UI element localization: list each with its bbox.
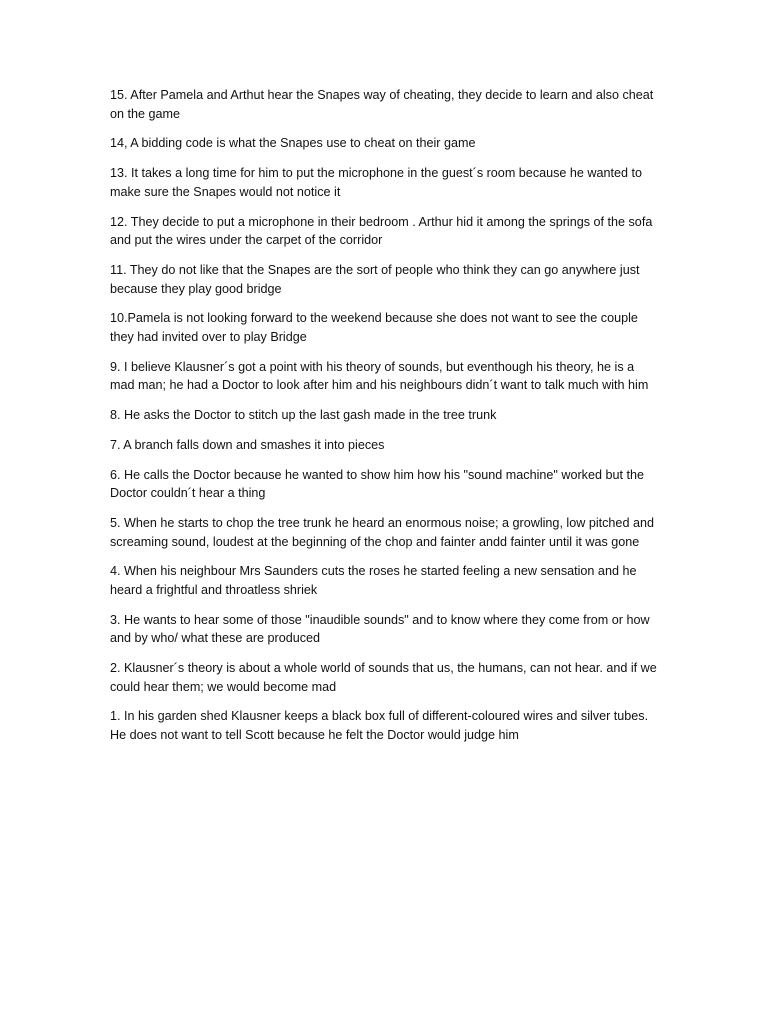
answer-6: 6. He calls the Doctor because he wanted to show him how his "sound machine" worked but the Doctor couldn´t hear a thing xyxy=(110,467,644,501)
answer-8: 8. He asks the Doctor to stitch up the last gash made in the tree trunk xyxy=(110,408,497,423)
answer-2: 2. Klausner´s theory is about a whole world of sounds that us, the humans, can not hear. and if we could hear them; we would become mad xyxy=(110,661,657,694)
answer-4: 4. When his neighbour Mrs Saunders cuts the roses he started feeling a new sensation and he heard a frightful and throatless shriek xyxy=(110,564,637,597)
answer-10: 10.Pamela is not looking forward to the weekend because she does not want to see the couple they had invited over to play Bridge xyxy=(110,311,638,344)
answer-7: 7. A branch falls down and smashes it into pieces xyxy=(110,437,385,452)
answer-9: 9. I believe Klausner´s got a point with his theory of sounds, but eventhough his theory, he is a mad man; he had a Doctor to look after him and his neighbours didn´t want to talk much with him xyxy=(110,359,649,393)
answer-13: 13. It takes a long time for him to put the microphone in the guest´s room because he wanted to make sure the Snapes would not notice it xyxy=(110,166,643,199)
answer-1: 1. In his garden shed Klausner keeps a black box full of different-coloured wires and silver tubes. He does not want to tell Scott because he felt the Doctor would judge him xyxy=(110,709,649,743)
answer-14: 14, A bidding code is what the Snapes use to cheat on their game xyxy=(110,136,476,151)
answer-11: 11. They do not like that the Snapes are the sort of people who think they can go anywhere just because they play good bridge xyxy=(110,262,640,296)
answer-5: 5. When he starts to chop the tree trunk he heard an enormous noise; a growling, low pitched and screaming sound, loudest at the beginning of the chop and fainter andd fainter until it was gone xyxy=(110,515,654,549)
answer-15: 15. After Pamela and Arthut hear the Snapes way of cheating, they decide to learn and also cheat on the game xyxy=(110,88,654,121)
answer-3: 3. He wants to hear some of those "inaudible sounds" and to know where they come from or how and by who/ what these are produced xyxy=(110,612,650,646)
answer-12: 12. They decide to put a microphone in their bedroom . Arthur hid it among the springs of the sofa and put the wires under the carpet of the corridor xyxy=(110,214,653,248)
answer-list xyxy=(110,86,662,756)
